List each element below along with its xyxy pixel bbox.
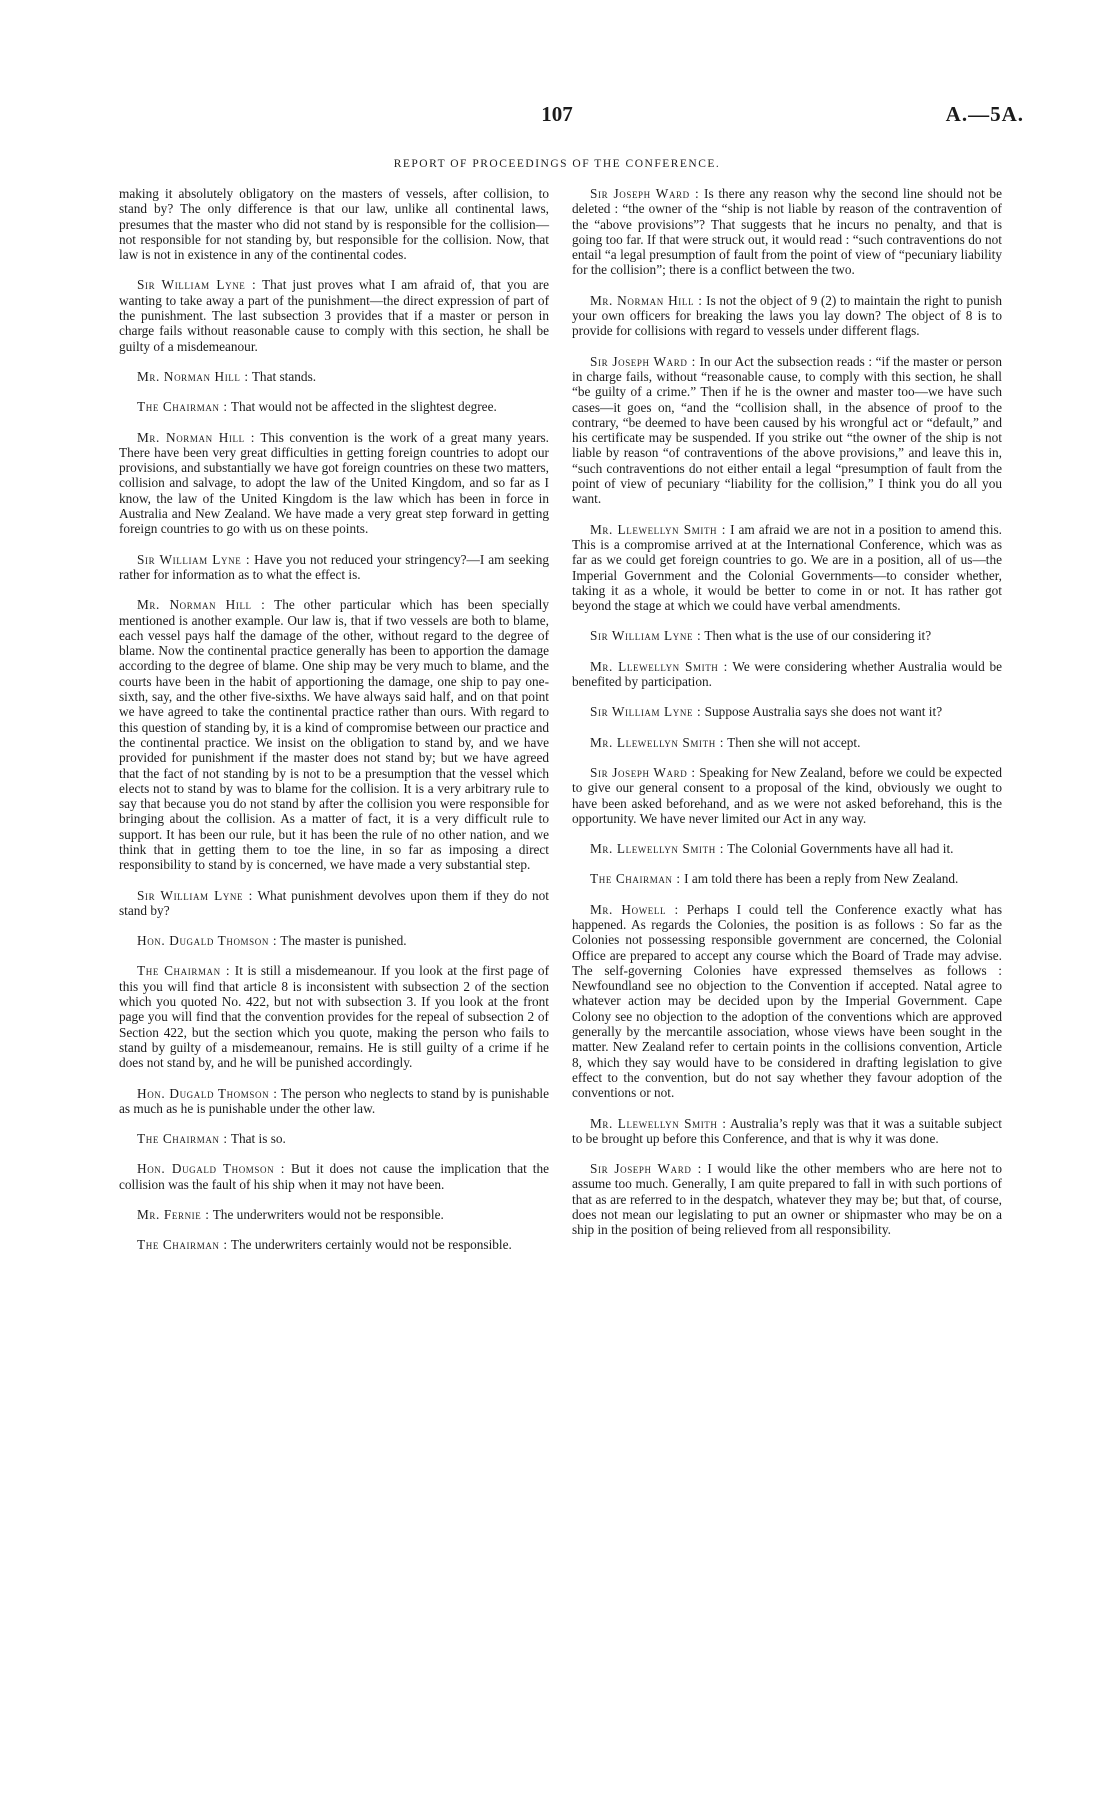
paragraph: [572, 871, 1002, 886]
left-column: [119, 186, 549, 1268]
speech-text: We were considering whether Australia would be benefited by participation.: [572, 658, 1002, 690]
paragraph: [119, 1086, 549, 1117]
speaker-name: Mr. Norman Hill :: [137, 368, 249, 384]
paragraph: [572, 765, 1002, 826]
speaker-name: Sir William Lyne :: [590, 704, 702, 720]
paragraph: [119, 933, 549, 948]
speaker-name: Hon. Dugald Thomson :: [137, 1161, 286, 1177]
page-number: 107: [541, 102, 573, 126]
speech-text: The underwriters certainly would not be responsible.: [230, 1237, 512, 1253]
speaker-name: Mr. Norman Hill :: [137, 429, 256, 445]
speaker-name: Sir Joseph Ward :: [590, 353, 696, 369]
paragraph: [572, 1161, 1002, 1237]
speech-text: Australia’s reply was that it was a suitable subject to be brought up before this Conference, and that is why it was done.: [572, 1115, 1002, 1146]
speech-text: I am afraid we are not in a position to amend this. This is a compromise arrived at at the International Conference, which was as far as we could get foreign countries to go. We are in a position, all of us—the Imperial Government and the Colonial Governments—to consider whether, taking it as a whole, it would be better to come in or not. It has rather got beyond the stage at which we could have verbal amendments.: [572, 521, 1003, 614]
paragraph: [119, 597, 549, 872]
speech-text: The other particular which has been specially mentioned is another example. Our law is, that if two vessels are both to blame, each vessel pays half the damage of the other, without regard to the degree of blame. Now the continental practice generally has been to apportion the damage according to the degree of blame. One ship may be very much to blame, and the courts have been in the habit of apportioning the damage, one ship to pay one-sixth, say, and the other five-sixths. We have always said half, and on that point we have agreed to take the continental practice rather than ours. With regard to this question of standing by, it is a kind of compromise between our practice and the continental practice. We insist on the obligation to stand by, and we have provided for punishment if the master does not stand by; but we have agreed that the fact of not standing by is not to be a presumption that the vessel which elects not to stand by was to blame for the collision. It is a very arbitrary rule to say that because you do not stand by after the collision you were responsible for bringing about the collision. As a matter of fact, it is a very difficult rule to support. It has been our rule, but it has been the rule of no other nation, and we think that in getting them to toe the line, in so far as imposing a direct responsibility to stand by is concerned, we have made a very substantial step.: [119, 597, 549, 873]
speech-text: This convention is the work of a great many years. There have been very great difficulties in getting foreign countries to adopt our provisions, and substantially we have got foreign countries on these two matters, collision and salvage, to adopt the law of the United Kingdom, and so far as I know, the law of the United Kingdom is the law which has been in force in Australia and New Zealand. We have made a very great step forward in getting foreign countries to go with us on these points.: [119, 429, 549, 537]
paragraph: [119, 1131, 549, 1146]
speaker-name: Sir Joseph Ward :: [590, 764, 696, 780]
speaker-name: Mr. Howell :: [590, 901, 679, 917]
speech-text: The master is punished.: [280, 933, 407, 949]
speech-text: I am told there has been a reply from New Zealand.: [684, 871, 959, 887]
speech-text: The person who neglects to stand by is punishable as much as he is punishable under the other law.: [119, 1085, 549, 1116]
paragraph: [572, 735, 1002, 750]
paragraph: [572, 293, 1002, 339]
speech-text: Is there any reason why the second line should not be deleted : “the owner of the “ship is not liable by reason of the contravention of the “above provisions”? That suggests that he incurs no penalty, and that is going too far. If that were struck out, it would read : “such contraventions do not entail “a legal presumption of fault from the point of view of “pecuniary liability for the collision”; there is a conflict between the two.: [572, 186, 1002, 278]
running-title: REPORT OF PROCEEDINGS OF THE CONFERENCE.: [393, 158, 721, 170]
speech-text: The Colonial Governments have all had it.: [727, 841, 954, 857]
paragraph: [119, 963, 549, 1070]
paragraph: [572, 628, 1002, 643]
speaker-name: Mr. Llewellyn Smith :: [590, 734, 725, 750]
speech-text: The underwriters would not be responsible.: [212, 1207, 444, 1223]
paragraph: [119, 430, 549, 537]
speaker-name: Sir William Lyne :: [137, 551, 251, 567]
speaker-name: Sir William Lyne :: [137, 277, 257, 293]
paragraph: [572, 1116, 1002, 1147]
speaker-name: Sir Joseph Ward :: [590, 186, 700, 201]
speech-text: That is so.: [230, 1131, 286, 1147]
speaker-name: Sir William Lyne :: [590, 628, 702, 644]
paragraph: [119, 1207, 549, 1222]
speaker-name: The Chairman :: [590, 871, 681, 887]
speaker-name: Hon. Dugald Thomson :: [137, 1085, 278, 1101]
speech-text: Have you not reduced your stringency?—I am seeking rather for information as to what the effect is.: [119, 551, 549, 582]
speech-text: Speaking for New Zealand, before we could be expected to give our general consent to a proposal of the kind, obviously we ought to have been asked beforehand, and as we were not asked beforehand, this is the opportunity. We have never limited our Act in any way.: [572, 764, 1002, 826]
paragraph: [119, 277, 549, 353]
speech-text: Then what is the use of our considering it?: [704, 628, 932, 644]
speech-text: That just proves what I am afraid of, that you are wanting to take away a part of the punishment—the direct expression of part of the punishment. The last subsection 3 provides that if a master or person in charge fails without reasonable cause to comply with this section, he shall be guilty of a misdemeanour.: [119, 277, 549, 354]
speaker-name: Hon. Dugald Thomson :: [137, 933, 278, 949]
speech-text: Then she will not accept.: [727, 734, 861, 750]
speaker-name: Mr. Norman Hill :: [137, 597, 266, 613]
paragraph: [119, 552, 549, 583]
speaker-name: The Chairman :: [137, 399, 228, 415]
paragraph: [119, 186, 549, 262]
speech-text: making it absolutely obligatory on the masters of vessels, after collision, to stand by? The only difference is that our law, unlike all continental laws, presumes that the master who did not stand by is responsible for the collision—not responsible for not standing by, but responsible for the collision. Now, that law is not in existence in any of the continental codes.: [119, 186, 549, 263]
speech-text: Is not the object of 9 (2) to maintain the right to punish your own officers for breaking the laws you lay down? The object of 8 is to provide for collisions with regard to vessels under different flags.: [572, 292, 1003, 339]
speech-text: That stands.: [251, 368, 317, 384]
speaker-name: The Chairman :: [137, 1237, 228, 1253]
speech-text: What punishment devolves upon them if they do not stand by?: [119, 887, 549, 918]
speaker-name: The Chairman :: [137, 1131, 228, 1147]
speech-text: Perhaps I could tell the Conference exactly what has happened. As regards the Colonies, the position is as follows : So far as the Colonies not possessing responsible government are concerned, the Colonial Office are prepared to accept any course which the Board of Trade may advise. The self-governing Colonies have expressed themselves as follows : Newfoundland see no objection to the Convention if accepted. Natal agree to whatever action may be decided upon by the Imperial Government. Cape Colony see no objection to the adoption of the conventions which are approved generally by the mercantile association, whose views have been sought in the matter. New Zealand refer to certain points in the collisions convention, Article 8, which they say would have to be considered in drafting legislation to give effect to the convention, but do not say whether they favour adoption of the conventions or not.: [572, 901, 1002, 1101]
paragraph: [119, 1161, 549, 1192]
speaker-name: Mr. Norman Hill :: [590, 292, 703, 308]
speaker-name: Mr. Fernie :: [137, 1207, 210, 1223]
paragraph: [572, 522, 1002, 614]
paragraph: [119, 1237, 549, 1252]
paragraph: [572, 704, 1002, 719]
speech-text: I would like the other members who are here not to assume too much. Generally, I am quite prepared to fall in with such portions of that as are referred to in the despatch, whatever they may be; but that, of course, does not mean our legislating to put an owner or shipmaster who may be on a ship in the position of being relieved from all responsibility.: [572, 1161, 1002, 1238]
speaker-name: Sir Joseph Ward :: [590, 1161, 702, 1177]
paragraph: [572, 659, 1002, 690]
speaker-name: Mr. Llewellyn Smith :: [590, 841, 725, 857]
speaker-name: Mr. Llewellyn Smith :: [590, 1115, 727, 1131]
paragraph: [119, 399, 549, 414]
speech-text: Suppose Australia says she does not want it?: [704, 704, 943, 720]
speech-text: In our Act the subsection reads : “if the master or person in charge fails, without “reasonable cause, to comply with this section, he shall “be guilty of a crime.” Then if he is the owner and master too—we have such cases—it goes on, “and the “collision shall, in the absence of proof to the contrary, “be deemed to have been caused by his wrongful act or “default,” and his certificate may be suspended. If you strike out “the owner of the ship is not liable by reason “of contraventions of the above provisions,” and leave this in, “such contraventions do not either entail a legal “presumption of fault from the point of view of pecuniary “liability for the collision,” I think you do all you want.: [572, 353, 1003, 507]
speech-text: But it does not cause the implication that the collision was the fault of his ship when it may not have been.: [119, 1161, 549, 1192]
speaker-name: Mr. Llewellyn Smith :: [590, 658, 728, 674]
paragraph: [572, 841, 1002, 856]
document-reference: A.—5A.: [945, 102, 1024, 126]
paragraph: [572, 902, 1002, 1101]
speech-text: That would not be affected in the slightest degree.: [230, 399, 497, 415]
speaker-name: Sir William Lyne :: [137, 887, 253, 903]
right-column: [572, 186, 1002, 1253]
speaker-name: The Chairman :: [137, 963, 231, 979]
paragraph: [572, 186, 1002, 278]
speech-text: It is still a misdemeanour. If you look at the first page of this you will find that article 8 is inconsistent with subsection 2 of the section which you quoted No. 422, but not with subsection 3. If you look at the front page you will find that the convention provides for the repeal of subsection 2 of Section 422, but the section which you quote, making the person who fails to stand by guilty of a misdemeanour, remains. He is still guilty of a crime if he does not stand by, and he will be punished accordingly.: [119, 963, 550, 1071]
speaker-name: Mr. Llewellyn Smith :: [590, 521, 727, 537]
paragraph: [572, 354, 1002, 507]
paragraph: [119, 888, 549, 919]
paragraph: [119, 369, 549, 384]
